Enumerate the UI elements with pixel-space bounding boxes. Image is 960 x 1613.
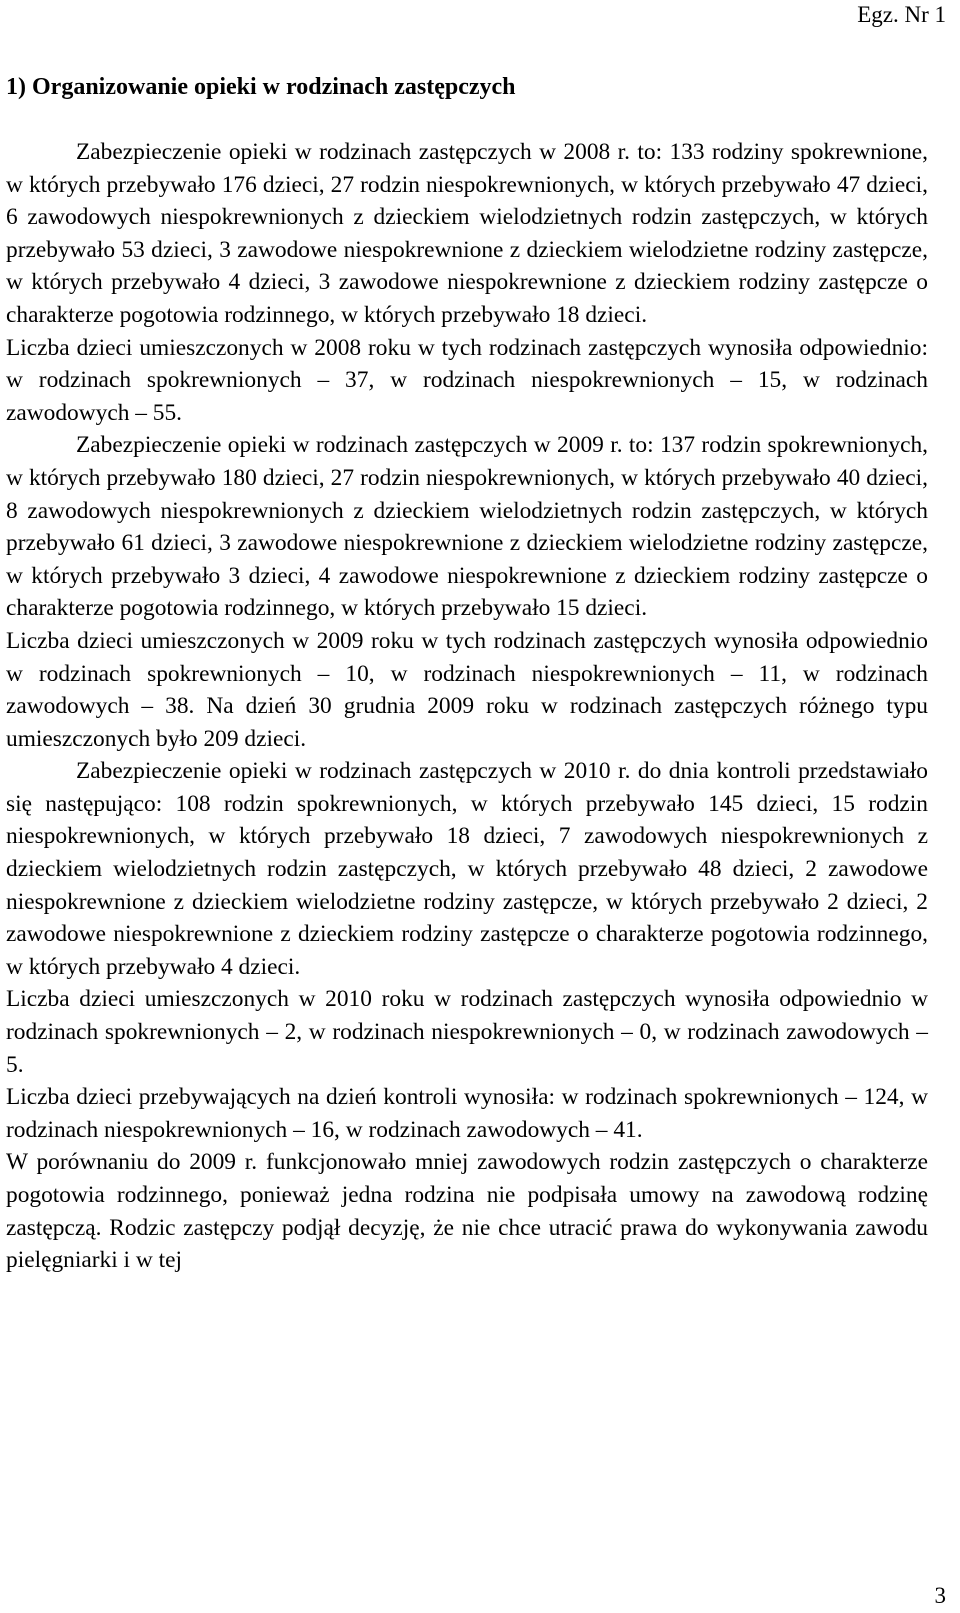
copy-number-label: Egz. Nr 1 <box>857 2 946 27</box>
page-number: 3 <box>934 1583 946 1608</box>
paragraph-2010-placements: Liczba dzieci umieszczonych w 2010 roku w rodzinach zastępczych wynosiła odpowiednio w rodzinach spokrewnionych – 2, w rodzinach niespokrewnionych – 0, w rodzinach zawodowych – 5. <box>6 986 928 1078</box>
paragraph-2008-families: Zabezpieczenie opieki w rodzinach zastępczych w 2008 r. to: 133 rodziny spokrewnione, w których przebywało 176 dzieci, 27 rodzin niespokrewnionych, w których przebywało 47 dzieci, 6 zawodowych niespokrewnionych z dzieckiem wielodzietnych rodzin zastępczych, w których przebywało 53 dzieci, 3 zawodowe niespokrewnione z dzieckiem wielodzietne rodziny zastępcze, w których przebywało 4 dzieci, 3 zawodowe niespokrewnione z dzieckiem rodziny zastępcze o charakterze pogotowia rodzinnego, w których przebywało 18 dzieci. <box>6 139 928 328</box>
paragraph-2008-placements: Liczba dzieci umieszczonych w 2008 roku w tych rodzinach zastępczych wynosiła odpowiednio: w rodzinach spokrewnionych – 37, w rodzinach niespokrewnionych – 15, w rodzinach zawodowych – 55. <box>6 334 928 426</box>
paragraph-comparison-2009: W porównaniu do 2009 r. funkcjonowało mniej zawodowych rodzin zastępczych o charakterze pogotowia rodzinnego, ponieważ jedna rodzina nie podpisała umowy na zawodową rodzinę zastępczą. Rodzic zastępczy podjął decyzję, że nie chce utracić prawa do wykonywania zawodu pielęgniarki i w tej <box>6 1149 928 1274</box>
paragraph-2010-families: Zabezpieczenie opieki w rodzinach zastępczych w 2010 r. do dnia kontroli przedstawiało się następująco: 108 rodzin spokrewnionych, w których przebywało 145 dzieci, 15 rodzin niespokrewnionych, w których przebywało 18 dzieci, 7 zawodowych niespokrewnionych z dzieckiem wielodzietnych rodzin zastępczych, w których przebywało 48 dzieci, 2 zawodowe niespokrewnione z dzieckiem wielodzietne rodziny zastępcze, w których przebywało 2 dzieci, 2 zawodowe niespokrewnione z dzieckiem rodziny zastępcze o charakterze pogotowia rodzinnego, w których przebywało 4 dzieci. <box>6 758 928 980</box>
section-heading: 1) Organizowanie opieki w rodzinach zastępczych <box>6 74 516 100</box>
paragraph-2009-families: Zabezpieczenie opieki w rodzinach zastępczych w 2009 r. to: 137 rodzin spokrewnionych, w których przebywało 180 dzieci, 27 rodzin niespokrewnionych, w których przebywało 40 dzieci, 8 zawodowych niespokrewnionych z dzieckiem wielodzietnych rodzin zastępczych, w których przebywało 61 dzieci, 3 zawodowe niespokrewnione z dzieckiem wielodzietne rodziny zastępcze, w których przebywało 3 dzieci, 4 zawodowe niespokrewnione z dzieckiem rodziny zastępcze o charakterze pogotowia rodzinnego, w których przebywało 15 dzieci. <box>6 432 928 622</box>
paragraph-2009-placements: Liczba dzieci umieszczonych w 2009 roku w tych rodzinach zastępczych wynosiła odpowiednio w rodzinach spokrewnionych – 10, w rodzinach niespokrewnionych – 11, w rodzinach zawodowych – 38. Na dzień 30 grudnia 2009 roku w rodzinach zastępczych różnego typu umieszczonych było 209 dzieci. <box>6 627 928 752</box>
paragraph-children-at-inspection: Liczba dzieci przebywających na dzień kontroli wynosiła: w rodzinach spokrewnionych – 124, w rodzinach niespokrewnionych – 16, w rodzinach zawodowych – 41. <box>6 1084 928 1143</box>
document-body <box>6 136 928 1277</box>
